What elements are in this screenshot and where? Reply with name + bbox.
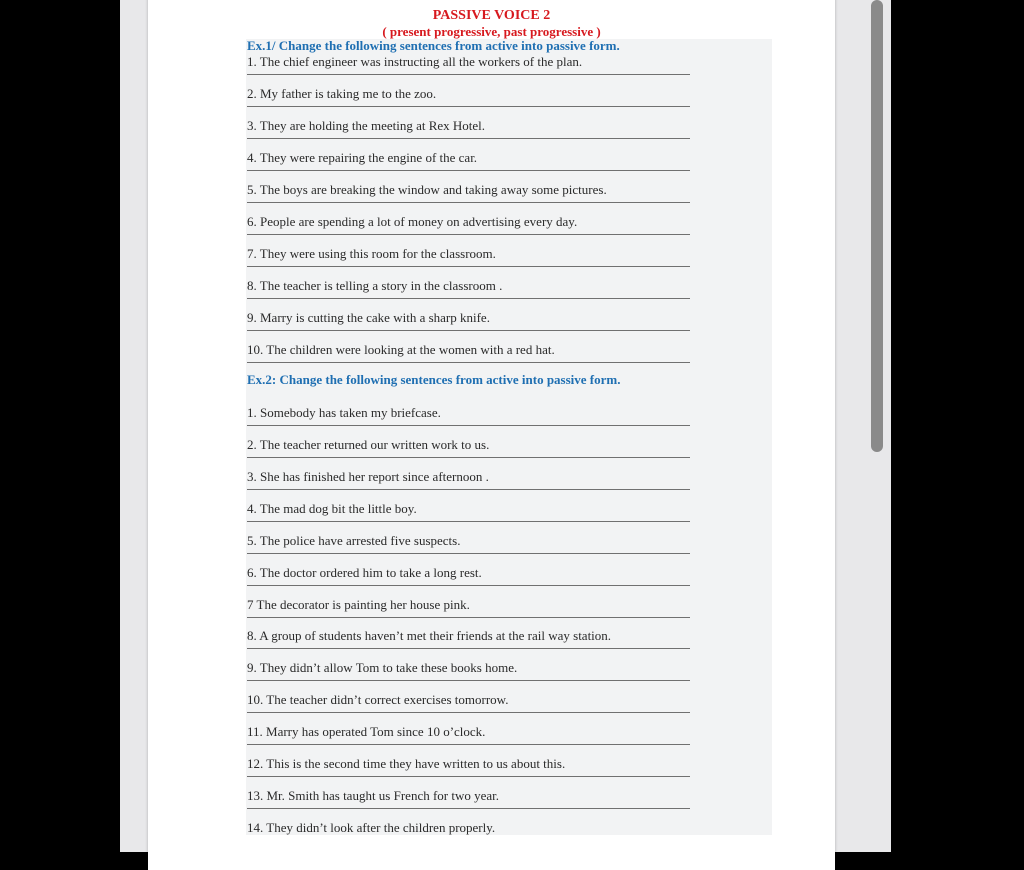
answer-line <box>247 776 690 777</box>
answer-line <box>247 489 690 490</box>
vertical-scrollbar[interactable] <box>871 0 883 452</box>
answer-line <box>247 712 690 713</box>
answer-line <box>247 74 690 75</box>
ex1-question-3: 3. They are holding the meeting at Rex Hotel. <box>247 118 687 138</box>
ex1-question-9: 9. Marry is cutting the cake with a sharp knife. <box>247 310 687 330</box>
ex1-question-8: 8. The teacher is telling a story in the classroom . <box>247 278 687 298</box>
ex1-question-7: 7. They were using this room for the classroom. <box>247 246 687 266</box>
page-title: PASSIVE VOICE 2 <box>432 8 551 23</box>
answer-line <box>247 298 690 299</box>
ex2-question-1: 1. Somebody has taken my briefcase. <box>247 405 687 425</box>
answer-line <box>247 585 690 586</box>
ex2-question-13: 13. Mr. Smith has taught us French for two year. <box>247 788 687 808</box>
ex2-question-7: 7 The decorator is painting her house pink. <box>247 597 687 617</box>
ex2-question-10: 10. The teacher didn’t correct exercises tomorrow. <box>247 692 687 712</box>
answer-line <box>247 202 690 203</box>
ex1-question-10: 10. The children were looking at the women with a red hat. <box>247 342 687 362</box>
ex1-question-6: 6. People are spending a lot of money on advertising every day. <box>247 214 687 234</box>
answer-line <box>247 234 690 235</box>
worksheet-area <box>246 39 772 835</box>
page-subtitle: ( present progressive, past progressive ) <box>382 24 601 39</box>
answer-line <box>247 362 690 363</box>
ex2-question-2: 2. The teacher returned our written work to us. <box>247 437 687 457</box>
answer-line <box>247 744 690 745</box>
answer-line <box>247 808 690 809</box>
answer-line <box>247 106 690 107</box>
ex2-question-6: 6. The doctor ordered him to take a long rest. <box>247 565 687 585</box>
answer-line <box>247 170 690 171</box>
answer-line <box>247 617 690 618</box>
ex2-question-8: 8. A group of students haven’t met their friends at the rail way station. <box>247 628 687 648</box>
ex2-question-14: 14. They didn’t look after the children properly. <box>247 820 496 835</box>
ex2-question-5: 5. The police have arrested five suspects. <box>247 533 687 553</box>
ex1-question-2: 2. My father is taking me to the zoo. <box>247 86 687 106</box>
exercise-1-heading: Ex.1/ Change the following sentences from active into passive form. <box>247 38 620 53</box>
answer-line <box>247 680 690 681</box>
ex2-question-9: 9. They didn’t allow Tom to take these books home. <box>247 660 687 680</box>
answer-line <box>247 457 690 458</box>
ex2-question-12: 12. This is the second time they have written to us about this. <box>247 756 687 776</box>
answer-line <box>247 648 690 649</box>
answer-line <box>247 266 690 267</box>
answer-line <box>247 521 690 522</box>
ex2-question-11: 11. Marry has operated Tom since 10 o’clock. <box>247 724 687 744</box>
ex1-question-4: 4. They were repairing the engine of the car. <box>247 150 687 170</box>
document-page <box>148 0 835 870</box>
ex2-question-4: 4. The mad dog bit the little boy. <box>247 501 687 521</box>
ex1-question-5: 5. The boys are breaking the window and taking away some pictures. <box>247 182 687 202</box>
answer-line <box>247 425 690 426</box>
ex1-question-1: 1. The chief engineer was instructing all the workers of the plan. <box>247 54 687 74</box>
ex2-question-3: 3. She has finished her report since afternoon . <box>247 469 687 489</box>
answer-line <box>247 330 690 331</box>
document-viewer <box>120 0 891 852</box>
answer-line <box>247 553 690 554</box>
exercise-2-heading: Ex.2: Change the following sentences from active into passive form. <box>247 372 621 387</box>
answer-line <box>247 138 690 139</box>
